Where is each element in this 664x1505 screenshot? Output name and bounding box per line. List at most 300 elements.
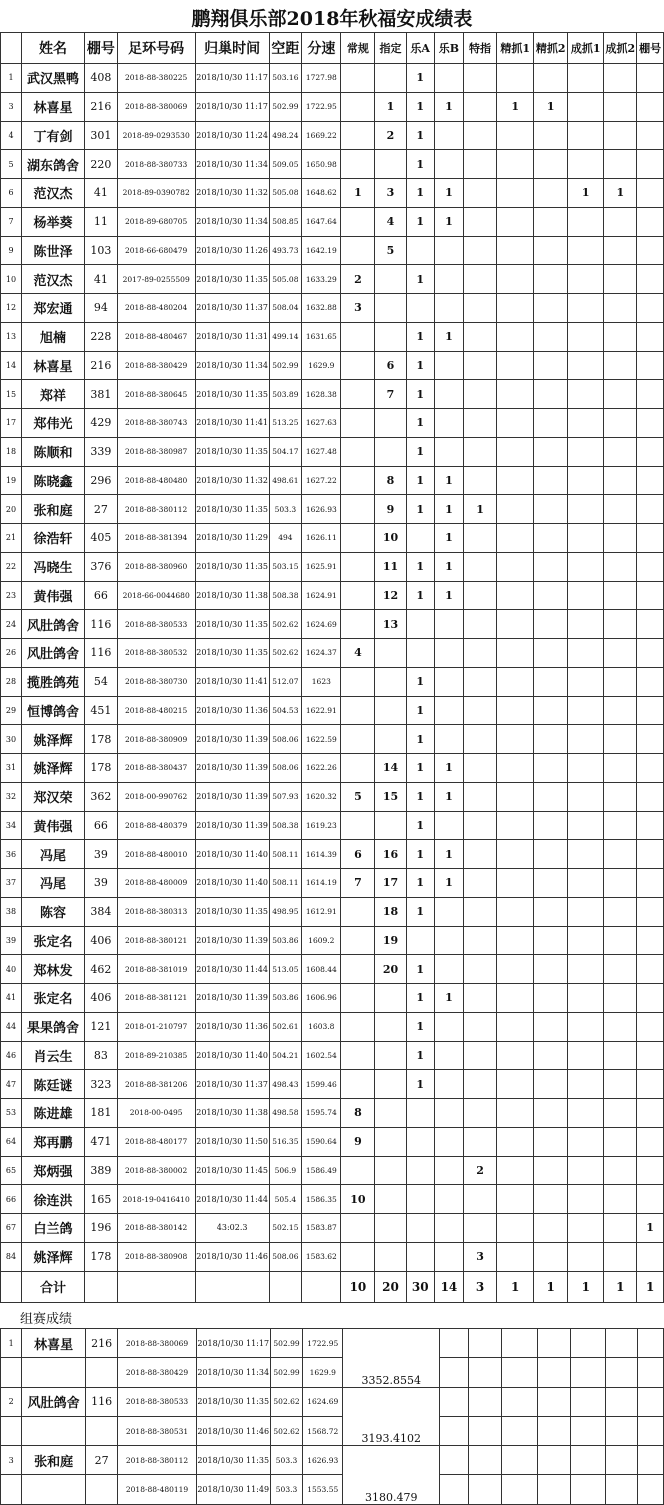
award-cell <box>341 1041 375 1070</box>
speed-cell: 1648.62 <box>302 179 341 208</box>
award-cell: 1 <box>406 984 434 1013</box>
award-cell <box>534 754 568 783</box>
table-row <box>1 725 664 754</box>
time-cell: 2018/10/30 11:35 <box>195 552 269 581</box>
rank-cell: 30 <box>1 725 22 754</box>
table-row <box>1 610 664 639</box>
distance-cell: 498.24 <box>269 121 302 150</box>
award-cell <box>534 782 568 811</box>
award-cell <box>464 552 497 581</box>
award-cell: 13 <box>375 610 406 639</box>
award-cell <box>341 725 375 754</box>
award-cell: 1 <box>568 179 604 208</box>
award-cell <box>604 524 637 553</box>
table-row <box>1 380 664 409</box>
group-row <box>1 1358 664 1387</box>
table-row <box>1 437 664 466</box>
table-row <box>1 1156 664 1185</box>
distance-cell: 498.61 <box>269 466 302 495</box>
award-cell <box>406 1185 434 1214</box>
rank-cell: 46 <box>1 1041 22 1070</box>
group-blank <box>85 1358 118 1387</box>
award-cell <box>434 926 463 955</box>
award-cell <box>604 92 637 121</box>
pen-cell: 54 <box>85 667 118 696</box>
award-cell <box>341 121 375 150</box>
award-cell <box>568 897 604 926</box>
speed-cell: 1586.35 <box>302 1185 341 1214</box>
award-cell: 4 <box>375 207 406 236</box>
speed-cell: 1627.48 <box>302 437 341 466</box>
award-cell <box>497 466 534 495</box>
award-cell <box>497 1156 534 1185</box>
group-empty <box>637 1416 663 1445</box>
award-cell <box>434 1185 463 1214</box>
ring-cell: 2018-89-680705 <box>117 207 195 236</box>
award-cell <box>568 984 604 1013</box>
award-cell <box>637 207 664 236</box>
award-cell <box>568 294 604 323</box>
group-speed: 1568.72 <box>303 1416 343 1445</box>
table-row <box>1 552 664 581</box>
group-empty <box>570 1387 605 1416</box>
time-cell: 2018/10/30 11:34 <box>195 207 269 236</box>
award-cell <box>434 1156 463 1185</box>
award-cell <box>534 322 568 351</box>
time-cell: 2018/10/30 11:39 <box>195 754 269 783</box>
distance-cell: 508.38 <box>269 581 302 610</box>
award-cell <box>497 782 534 811</box>
award-cell <box>568 1214 604 1243</box>
award-cell <box>341 926 375 955</box>
award-cell: 1 <box>341 179 375 208</box>
group-empty <box>637 1329 663 1358</box>
pen-cell: 27 <box>85 495 118 524</box>
award-cell <box>637 869 664 898</box>
name-cell: 郑宏通 <box>22 294 85 323</box>
award-cell: 1 <box>406 696 434 725</box>
rank-cell: 5 <box>1 150 22 179</box>
rank-cell: 34 <box>1 811 22 840</box>
name-cell: 湖东鸽舍 <box>22 150 85 179</box>
table-row <box>1 984 664 1013</box>
column-header: 空距 <box>269 33 302 64</box>
table-row <box>1 265 664 294</box>
award-cell: 1 <box>434 92 463 121</box>
award-cell <box>534 207 568 236</box>
award-cell: 8 <box>341 1099 375 1128</box>
rank-cell: 23 <box>1 581 22 610</box>
speed-cell: 1608.44 <box>302 955 341 984</box>
award-cell <box>434 1041 463 1070</box>
award-cell <box>464 1185 497 1214</box>
group-name: 林喜星 <box>22 1329 86 1358</box>
award-cell <box>406 1127 434 1156</box>
speed-cell: 1599.46 <box>302 1070 341 1099</box>
totals-value: 1 <box>497 1271 534 1302</box>
award-cell <box>464 409 497 438</box>
award-cell <box>568 495 604 524</box>
award-cell <box>497 409 534 438</box>
award-cell <box>604 984 637 1013</box>
time-cell: 2018/10/30 11:37 <box>195 1070 269 1099</box>
award-cell: 1 <box>434 754 463 783</box>
rank-cell: 66 <box>1 1185 22 1214</box>
award-cell <box>464 639 497 668</box>
award-cell <box>534 150 568 179</box>
distance-cell: 508.06 <box>269 754 302 783</box>
award-cell <box>637 1070 664 1099</box>
award-cell <box>534 552 568 581</box>
speed-cell: 1626.11 <box>302 524 341 553</box>
award-cell <box>375 64 406 93</box>
speed-cell: 1622.91 <box>302 696 341 725</box>
award-cell <box>434 897 463 926</box>
rank-cell: 26 <box>1 639 22 668</box>
group-time: 2018/10/30 11:34 <box>196 1358 270 1387</box>
award-cell <box>341 1012 375 1041</box>
award-cell <box>341 955 375 984</box>
distance-cell: 504.21 <box>269 1041 302 1070</box>
table-row <box>1 495 664 524</box>
rank-cell: 67 <box>1 1214 22 1243</box>
time-cell: 2018/10/30 11:32 <box>195 179 269 208</box>
award-cell: 1 <box>406 955 434 984</box>
award-cell: 1 <box>406 265 434 294</box>
award-cell <box>375 409 406 438</box>
award-cell <box>568 552 604 581</box>
distance-cell: 502.99 <box>269 92 302 121</box>
group-empty <box>469 1358 502 1387</box>
time-cell: 2018/10/30 11:44 <box>195 1185 269 1214</box>
name-cell: 旭楠 <box>22 322 85 351</box>
award-cell: 12 <box>375 581 406 610</box>
award-cell <box>375 639 406 668</box>
pen-cell: 196 <box>85 1214 118 1243</box>
ring-cell: 2018-88-380960 <box>117 552 195 581</box>
award-cell <box>568 725 604 754</box>
award-cell <box>568 351 604 380</box>
ring-cell: 2018-88-380533 <box>117 610 195 639</box>
ring-cell: 2018-88-381206 <box>117 1070 195 1099</box>
pen-cell: 406 <box>85 984 118 1013</box>
totals-blank <box>269 1271 302 1302</box>
award-cell <box>637 64 664 93</box>
group-rank: 1 <box>1 1329 22 1358</box>
ring-cell: 2018-88-381121 <box>117 984 195 1013</box>
distance-cell: 512.07 <box>269 667 302 696</box>
award-cell <box>568 265 604 294</box>
award-cell: 18 <box>375 897 406 926</box>
time-cell: 2018/10/30 11:39 <box>195 725 269 754</box>
award-cell <box>341 380 375 409</box>
rank-cell: 28 <box>1 667 22 696</box>
award-cell <box>568 782 604 811</box>
table-row <box>1 897 664 926</box>
award-cell <box>497 696 534 725</box>
group-pen: 27 <box>85 1446 118 1475</box>
award-cell <box>375 150 406 179</box>
rank-cell: 1 <box>1 64 22 93</box>
award-cell <box>464 725 497 754</box>
award-cell <box>604 811 637 840</box>
group-empty <box>606 1329 638 1358</box>
award-cell <box>637 322 664 351</box>
award-cell <box>464 840 497 869</box>
award-cell <box>637 639 664 668</box>
award-cell <box>406 1156 434 1185</box>
award-cell <box>341 150 375 179</box>
speed-cell: 1650.98 <box>302 150 341 179</box>
award-cell: 1 <box>406 754 434 783</box>
distance-cell: 502.61 <box>269 1012 302 1041</box>
award-cell <box>375 1127 406 1156</box>
award-cell: 16 <box>375 840 406 869</box>
award-cell <box>534 121 568 150</box>
award-cell: 14 <box>375 754 406 783</box>
award-cell <box>375 725 406 754</box>
time-cell: 2018/10/30 11:40 <box>195 869 269 898</box>
group-empty <box>501 1358 537 1387</box>
award-cell <box>341 524 375 553</box>
award-cell <box>534 236 568 265</box>
name-cell: 陈晓鑫 <box>22 466 85 495</box>
table-row <box>1 1214 664 1243</box>
award-cell <box>534 696 568 725</box>
award-cell <box>341 409 375 438</box>
group-ring: 2018-88-480119 <box>118 1475 196 1504</box>
group-rank: 3 <box>1 1446 22 1475</box>
time-cell: 2018/10/30 11:35 <box>195 495 269 524</box>
award-cell <box>604 869 637 898</box>
award-cell <box>375 1099 406 1128</box>
award-cell <box>604 265 637 294</box>
pen-cell: 103 <box>85 236 118 265</box>
award-cell <box>637 897 664 926</box>
award-cell <box>497 1041 534 1070</box>
distance-cell: 498.58 <box>269 1099 302 1128</box>
name-cell: 姚泽辉 <box>22 725 85 754</box>
award-cell <box>375 667 406 696</box>
name-cell: 陈容 <box>22 897 85 926</box>
table-row <box>1 150 664 179</box>
award-cell <box>568 811 604 840</box>
speed-cell: 1627.22 <box>302 466 341 495</box>
award-cell <box>464 782 497 811</box>
award-cell <box>568 380 604 409</box>
table-row <box>1 294 664 323</box>
time-cell: 2018/10/30 11:35 <box>195 265 269 294</box>
award-cell <box>464 869 497 898</box>
column-header: 精抓2 <box>534 33 568 64</box>
award-cell <box>464 1012 497 1041</box>
table-row <box>1 1012 664 1041</box>
ring-cell: 2018-89-0390782 <box>117 179 195 208</box>
award-cell <box>341 1070 375 1099</box>
speed-cell: 1614.19 <box>302 869 341 898</box>
speed-cell: 1583.62 <box>302 1242 341 1271</box>
distance-cell: 508.06 <box>269 725 302 754</box>
rank-cell: 12 <box>1 294 22 323</box>
column-header: 归巢时间 <box>195 33 269 64</box>
award-cell: 4 <box>341 639 375 668</box>
award-cell <box>464 926 497 955</box>
award-cell <box>497 869 534 898</box>
award-cell: 1 <box>406 351 434 380</box>
award-cell: 1 <box>434 782 463 811</box>
award-cell <box>497 207 534 236</box>
distance-cell: 508.11 <box>269 840 302 869</box>
award-cell <box>568 696 604 725</box>
award-cell: 1 <box>434 322 463 351</box>
group-row <box>1 1387 664 1416</box>
distance-cell: 505.08 <box>269 179 302 208</box>
award-cell <box>434 1214 463 1243</box>
award-cell <box>604 926 637 955</box>
speed-cell: 1583.87 <box>302 1214 341 1243</box>
group-time: 2018/10/30 11:17 <box>196 1329 270 1358</box>
rank-cell: 39 <box>1 926 22 955</box>
award-cell <box>341 92 375 121</box>
table-row <box>1 754 664 783</box>
award-cell <box>464 92 497 121</box>
group-score: 3193.4102 <box>343 1387 440 1446</box>
pen-cell: 39 <box>85 840 118 869</box>
pen-cell: 178 <box>85 754 118 783</box>
totals-blank <box>302 1271 341 1302</box>
award-cell <box>568 1070 604 1099</box>
ring-cell: 2018-00-0495 <box>117 1099 195 1128</box>
award-cell <box>434 150 463 179</box>
speed-cell: 1669.22 <box>302 121 341 150</box>
award-cell <box>464 811 497 840</box>
award-cell <box>341 552 375 581</box>
table-row <box>1 1127 664 1156</box>
rank-cell: 53 <box>1 1099 22 1128</box>
award-cell: 3 <box>375 179 406 208</box>
award-cell <box>406 1214 434 1243</box>
award-cell <box>534 926 568 955</box>
pen-cell: 389 <box>85 1156 118 1185</box>
award-cell <box>568 581 604 610</box>
award-cell: 5 <box>375 236 406 265</box>
award-cell: 3 <box>341 294 375 323</box>
speed-cell: 1602.54 <box>302 1041 341 1070</box>
table-row <box>1 840 664 869</box>
award-cell <box>341 754 375 783</box>
totals-value: 10 <box>341 1271 375 1302</box>
award-cell <box>604 409 637 438</box>
award-cell <box>341 984 375 1013</box>
group-speed: 1629.9 <box>303 1358 343 1387</box>
ring-cell: 2018-66-0044680 <box>117 581 195 610</box>
table-row <box>1 1041 664 1070</box>
totals-value: 1 <box>534 1271 568 1302</box>
award-cell <box>497 1127 534 1156</box>
rank-cell: 40 <box>1 955 22 984</box>
award-cell <box>434 64 463 93</box>
award-cell: 1 <box>375 92 406 121</box>
ring-cell: 2018-88-380909 <box>117 725 195 754</box>
group-speed: 1624.69 <box>303 1387 343 1416</box>
award-cell <box>341 696 375 725</box>
award-cell <box>497 955 534 984</box>
speed-cell: 1612.91 <box>302 897 341 926</box>
speed-cell: 1631.65 <box>302 322 341 351</box>
award-cell: 1 <box>406 869 434 898</box>
pen-cell: 451 <box>85 696 118 725</box>
award-cell <box>497 524 534 553</box>
award-cell <box>604 466 637 495</box>
award-cell <box>604 696 637 725</box>
table-row <box>1 782 664 811</box>
group-empty <box>606 1446 638 1475</box>
name-cell: 郑汉荣 <box>22 782 85 811</box>
name-cell: 张定名 <box>22 984 85 1013</box>
award-cell <box>604 552 637 581</box>
award-cell: 1 <box>434 581 463 610</box>
rank-cell: 37 <box>1 869 22 898</box>
ring-cell: 2018-88-380733 <box>117 150 195 179</box>
group-score: 3352.8554 <box>343 1329 440 1388</box>
award-cell <box>568 322 604 351</box>
group-empty <box>469 1329 502 1358</box>
award-cell <box>375 1041 406 1070</box>
time-cell: 2018/10/30 11:41 <box>195 667 269 696</box>
speed-cell: 1595.74 <box>302 1099 341 1128</box>
ring-cell: 2018-19-0416410 <box>117 1185 195 1214</box>
award-cell <box>604 725 637 754</box>
totals-label: 合计 <box>22 1271 85 1302</box>
award-cell <box>464 265 497 294</box>
award-cell: 1 <box>406 1012 434 1041</box>
column-header: 棚号 <box>637 33 664 64</box>
award-cell <box>534 437 568 466</box>
group-name: 张和庭 <box>22 1446 86 1475</box>
award-cell <box>637 92 664 121</box>
award-cell <box>604 1099 637 1128</box>
award-cell <box>568 409 604 438</box>
speed-cell: 1623 <box>302 667 341 696</box>
award-cell: 1 <box>434 495 463 524</box>
column-header: 常规 <box>341 33 375 64</box>
speed-cell: 1622.26 <box>302 754 341 783</box>
distance-cell: 505.08 <box>269 265 302 294</box>
award-cell <box>637 610 664 639</box>
pen-cell: 405 <box>85 524 118 553</box>
totals-row <box>1 1271 664 1302</box>
totals-blank <box>85 1271 118 1302</box>
ring-cell: 2018-01-210797 <box>117 1012 195 1041</box>
award-cell <box>464 294 497 323</box>
award-cell: 20 <box>375 955 406 984</box>
column-header: 分速 <box>302 33 341 64</box>
award-cell: 1 <box>406 150 434 179</box>
totals-value: 1 <box>568 1271 604 1302</box>
award-cell <box>497 437 534 466</box>
group-empty <box>538 1446 571 1475</box>
award-cell <box>497 1185 534 1214</box>
speed-cell: 1633.29 <box>302 265 341 294</box>
award-cell <box>534 1099 568 1128</box>
award-cell <box>604 1127 637 1156</box>
name-cell: 恒博鸽舍 <box>22 696 85 725</box>
award-cell <box>341 495 375 524</box>
table-row <box>1 322 664 351</box>
group-row <box>1 1329 664 1358</box>
distance-cell: 503.3 <box>269 495 302 524</box>
rank-cell: 21 <box>1 524 22 553</box>
